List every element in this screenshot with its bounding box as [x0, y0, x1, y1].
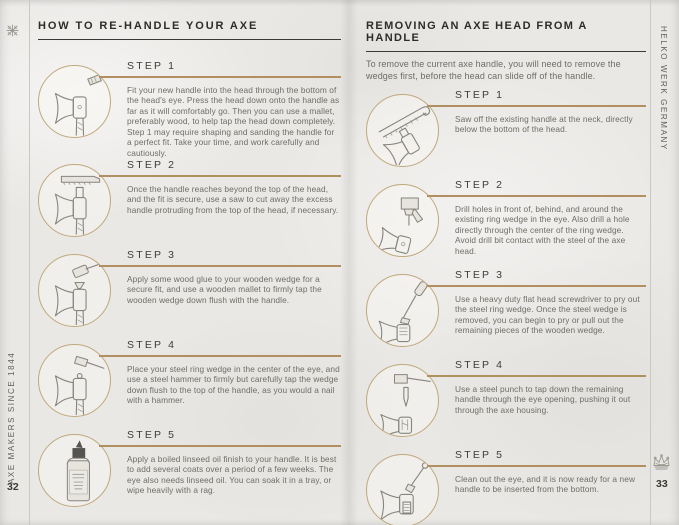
step-row — [366, 268, 646, 358]
step-label: STEP 2 — [455, 179, 505, 192]
step-content — [127, 338, 341, 406]
step-row — [38, 338, 341, 428]
step-label: STEP 3 — [455, 269, 505, 282]
step-label: STEP 4 — [455, 359, 505, 372]
drill-ring-wedge-illustration — [369, 187, 437, 255]
step-row — [38, 428, 341, 518]
left-steps — [38, 59, 341, 518]
right-page-intro: To remove the current axe handle, you will need to remove the wedges first, before the head can slide off of the handle. — [366, 59, 621, 81]
step-content — [127, 158, 341, 215]
step-text: Clean out the eye, and it is now ready for a new handle to be inserted from the bottom. — [455, 473, 636, 495]
step-row — [366, 358, 646, 448]
hammer-ring-wedge-illustration — [41, 347, 109, 415]
screwdriver-pry-illustration — [369, 277, 437, 345]
right-page-title: REMOVING AN AXE HEAD FROM A HANDLE — [366, 20, 646, 52]
step-content — [455, 448, 646, 495]
mallet-wooden-wedge-illustration — [41, 257, 109, 325]
right-steps — [366, 88, 646, 525]
step-row — [366, 88, 646, 178]
step-text: Use a heavy duty flat head screwdriver to pry out the steel ring wedge. Once the steel wedge is removed, you can begin to pry or pull out the remaining pieces of the wooden wedge. — [455, 293, 640, 336]
step-rule — [99, 265, 341, 267]
step-content — [455, 358, 646, 415]
step-rule — [427, 105, 646, 107]
step-rule — [99, 445, 341, 447]
page-number-left: 32 — [7, 481, 19, 493]
step-text: Place your steel ring wedge in the center of the eye, and use a steel hammer to firmly but carefully tap the wedge down flush to the top of the handle, as you would a nail with a hammer. — [127, 363, 340, 406]
spine-text-right: HELKO WERK GERMANY — [659, 26, 668, 151]
step-row — [38, 248, 341, 338]
step-text: Once the handle reaches beyond the top of the head, and the fit is secure, use a saw to cut away the excess handle protruding from the top of the head, if necessary. — [127, 183, 339, 215]
steel-punch-illustration — [369, 367, 437, 435]
step-label: STEP 4 — [127, 339, 177, 352]
linseed-oil-bottle-illustration — [41, 437, 109, 505]
right-page — [366, 20, 646, 525]
step-rule — [427, 465, 646, 467]
step-rule — [427, 195, 646, 197]
page-number-right: 33 — [656, 478, 668, 490]
crown-icon — [651, 454, 672, 476]
step-content — [455, 268, 646, 336]
step-row — [366, 448, 646, 525]
step-rule — [99, 76, 341, 78]
step-text: Drill holes in front of, behind, and around the existing ring wedge in the eye. Also drill a hole directly through the center of the ring wedge. Avoid drill bit contact with the steel of the axe head. — [455, 203, 630, 256]
step-row — [38, 158, 341, 248]
step-rule — [99, 175, 341, 177]
step-label: STEP 2 — [127, 159, 177, 172]
axe-head-fitting-illustration — [41, 68, 109, 136]
step-text: Saw off the existing handle at the neck, directly below the bottom of the head. — [455, 113, 633, 135]
left-page-title: HOW TO RE-HANDLE YOUR AXE — [38, 20, 341, 40]
step-row — [366, 178, 646, 268]
step-text: Apply a boiled linseed oil finish to your handle. It is best to add several coats over a period of a few weeks. The eye also needs linseed oil. You can soak it in a tray, or wipe heavily with a rag. — [127, 453, 337, 496]
page-gutter-shadow — [340, 0, 358, 525]
step-rule — [427, 375, 646, 377]
step-content — [455, 178, 646, 256]
step-label: STEP 5 — [455, 449, 505, 462]
crossed-axes-icon — [5, 23, 20, 43]
step-label: STEP 1 — [455, 89, 505, 102]
saw-off-handle-illustration — [369, 97, 437, 165]
step-text: Use a steel punch to tap down the remaining handle through the eye opening, pushing it out through the axe housing. — [455, 383, 631, 415]
step-rule — [99, 355, 341, 357]
step-rule — [427, 285, 646, 287]
spine-text-left: AXE MAKERS SINCE 1844 — [7, 351, 16, 484]
step-content — [127, 59, 341, 158]
left-page — [38, 20, 341, 518]
clean-eye-illustration — [369, 457, 437, 525]
step-content — [455, 88, 646, 135]
step-label: STEP 5 — [127, 429, 177, 442]
step-row — [38, 59, 341, 158]
step-label: STEP 3 — [127, 249, 177, 262]
step-text: Apply some wood glue to your wooden wedge for a secure fit, and use a wooden mallet to firmly tap the wooden wedge down flush with the handle. — [127, 273, 322, 305]
step-label: STEP 1 — [127, 60, 177, 72]
saw-excess-handle-illustration — [41, 167, 109, 235]
left-margin-rule — [29, 0, 30, 525]
right-margin-rule — [650, 0, 651, 525]
step-content — [127, 248, 341, 305]
step-content — [127, 428, 341, 496]
step-text: Fit your new handle into the head through the bottom of the head's eye. Press the head down onto the handle as far as it will comfortably go. Then you can use a mallet, preferably wood, to help tap the head down completely. Step 1 may require shaping and sanding the handle for a perfect fit. Take your time, and work carefully and cautiously. — [127, 84, 340, 158]
